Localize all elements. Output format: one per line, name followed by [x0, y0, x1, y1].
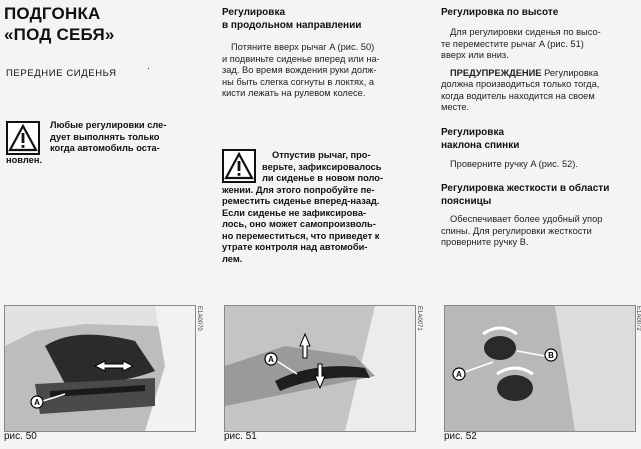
figure-50-photo — [4, 305, 196, 432]
col1-warning: Любые регулировки сле- дует выполнять только когда автомобиль оста- новлен. — [6, 120, 167, 165]
page-title: ПОДГОНКА «ПОД СЕБЯ» — [4, 4, 115, 44]
figure-label: B — [548, 351, 554, 360]
figure-code: E1A0072 — [635, 306, 641, 331]
section-label: ПЕРЕДНИЕ СИДЕНЬЯ — [6, 68, 117, 79]
heading-backrest: Регулировка наклона спинки — [441, 126, 520, 151]
backrest-paragraph: Проверните ручку A (рис. 52). — [450, 158, 578, 169]
col2-warning: Отпустив рычаг, про- верьте, зафиксировалось ли сиденье в новом поло- жении. Для этого попробуйте пе- реместить сиденье вперед-назад. Если сиденье не зафиксирова- лось, оно может самопроизволь- но переместиться, что приведет к утрате контроля над автомоби- лем. — [222, 150, 384, 264]
figure-label: A — [456, 370, 462, 379]
figure-caption: рис. 50 — [4, 431, 37, 442]
longitudinal-paragraph: Потяните вверх рычаг A (рис. 50) и подвиньте сиденье вперед или на- зад. Во время вождения руки долж- ны быть слегка согнуты в локтях, а кисти лежать на рулевом колесе. — [222, 42, 380, 98]
figure-51-photo — [224, 305, 416, 432]
heading-height: Регулировка по высоте — [441, 7, 559, 18]
figure-caption: рис. 52 — [444, 431, 477, 442]
figure-code: E1A0071 — [416, 306, 422, 331]
heading-lumbar: Регулировка жесткости в области поясницы — [441, 183, 610, 207]
figure-52-photo — [444, 305, 636, 432]
figure-code: E1A0070 — [196, 306, 202, 331]
stray-dot: · — [147, 63, 151, 74]
height-warning: ПРЕДУПРЕЖДЕНИЕ Регулировка должна производиться только тогда, когда водитель находится на своем месте. — [441, 67, 600, 112]
figure-caption: рис. 51 — [224, 431, 257, 442]
figure-label: A — [268, 355, 274, 364]
lumbar-paragraph: Обеспечивает более удобный упор спины. Для регулировки жесткости проверните ручку B. — [441, 214, 603, 247]
height-paragraph: Для регулировки сиденья по высо- те переместите рычаг A (рис. 51) вверх или вниз. — [441, 27, 601, 60]
heading-longitudinal: Регулировка в продольном направлении — [222, 7, 362, 31]
figure-label: A — [34, 398, 40, 407]
